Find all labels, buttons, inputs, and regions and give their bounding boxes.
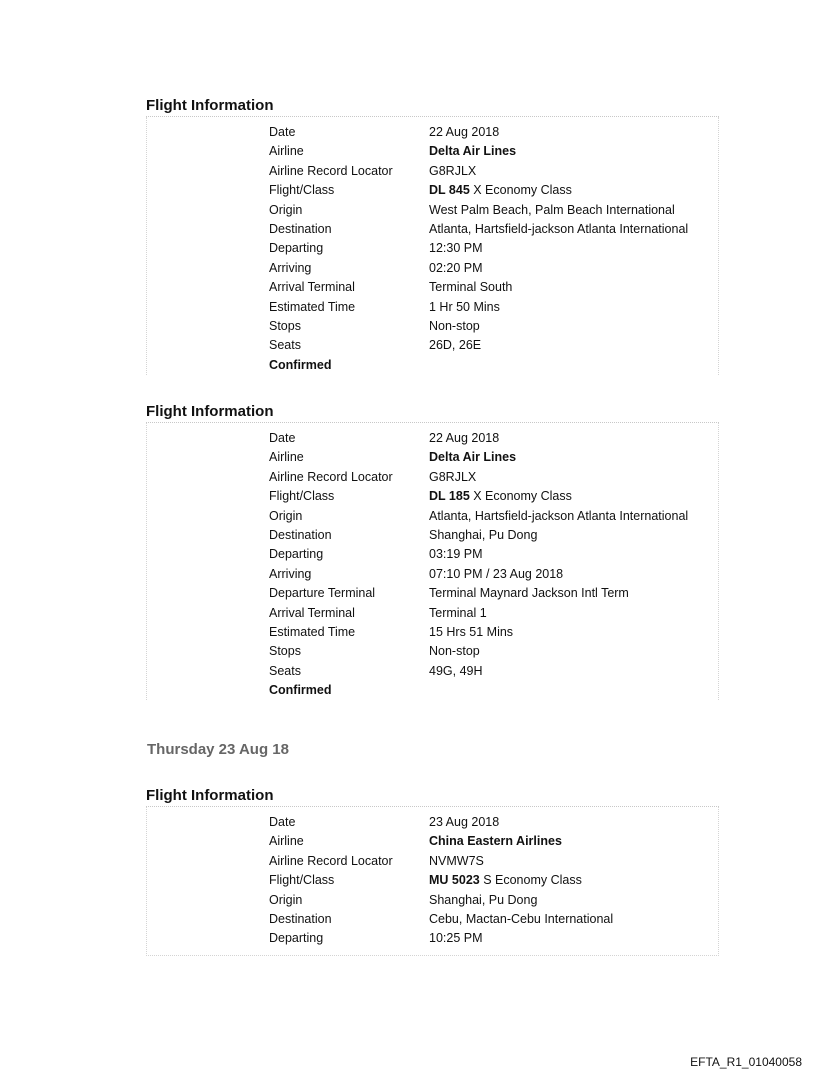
section-title: Flight Information <box>146 402 719 423</box>
airline-name: Delta Air Lines <box>429 450 517 465</box>
booking-status: Confirmed <box>269 357 332 372</box>
detail-value: 22 Aug 2018 <box>429 431 500 445</box>
detail-label: Flight/Class <box>269 183 335 198</box>
detail-label: Date <box>269 815 296 829</box>
detail-label: Stops <box>269 318 301 333</box>
detail-row-date <box>147 813 718 832</box>
detail-value: Non-stop <box>429 318 480 333</box>
detail-row-flight-class <box>147 871 718 890</box>
detail-label: Airline <box>269 834 304 849</box>
detail-row-seats <box>147 662 718 681</box>
flight-details <box>146 423 719 700</box>
detail-label: Seats <box>269 663 301 678</box>
detail-label: Date <box>269 125 296 139</box>
detail-label: Origin <box>269 508 303 523</box>
detail-row-departing <box>147 239 718 258</box>
detail-value: Terminal South <box>429 280 513 295</box>
detail-value: 23 Aug 2018 <box>429 815 500 829</box>
detail-row-arriving <box>147 259 718 278</box>
record-locator: G8RJLX <box>429 163 477 178</box>
detail-row-arrival-terminal <box>147 278 718 297</box>
detail-value: Terminal 1 <box>429 605 487 620</box>
section-title: Flight Information <box>146 786 719 807</box>
detail-row-date <box>147 123 718 142</box>
flight-class-value <box>429 487 572 506</box>
detail-row-destination <box>147 526 718 545</box>
detail-row-destination <box>147 910 718 929</box>
cabin-class: S Economy Class <box>479 873 582 888</box>
detail-value: 26D, 26E <box>429 338 482 353</box>
detail-label: Flight/Class <box>269 489 335 504</box>
detail-row-destination <box>147 220 718 239</box>
detail-value: Cebu, Mactan-Cebu International <box>429 911 614 926</box>
detail-row-flight-class <box>147 487 718 506</box>
detail-label: Flight/Class <box>269 873 335 888</box>
flight-details <box>146 807 719 956</box>
detail-label: Airline <box>269 450 304 465</box>
detail-row-departing <box>147 929 718 948</box>
detail-label: Origin <box>269 892 303 907</box>
detail-row-stops <box>147 642 718 661</box>
detail-value: 22 Aug 2018 <box>429 125 500 139</box>
flight-info-section-1 <box>146 96 719 375</box>
detail-label: Departing <box>269 547 324 562</box>
flight-number: MU 5023 <box>429 873 480 888</box>
detail-label: Arriving <box>269 260 312 275</box>
detail-row-estimated-time <box>147 623 718 642</box>
flight-class-value <box>429 871 582 890</box>
detail-value: Shanghai, Pu Dong <box>429 527 538 542</box>
detail-label: Seats <box>269 338 301 353</box>
detail-value: 03:19 PM <box>429 547 483 562</box>
detail-value: Shanghai, Pu Dong <box>429 892 538 907</box>
detail-value: 1 Hr 50 Mins <box>429 299 500 314</box>
airline-name: China Eastern Airlines <box>429 834 562 849</box>
detail-row-airline <box>147 832 718 851</box>
detail-value: Terminal Maynard Jackson Intl Term <box>429 586 629 601</box>
detail-row-arriving <box>147 565 718 584</box>
detail-label: Departing <box>269 241 324 256</box>
flight-info-section-2 <box>146 402 719 700</box>
detail-row-stops <box>147 317 718 336</box>
detail-value: Atlanta, Hartsfield-jackson Atlanta International <box>429 221 689 236</box>
detail-label: Origin <box>269 202 303 217</box>
detail-row-record-locator <box>147 468 718 487</box>
detail-row-origin <box>147 891 718 910</box>
detail-value: 49G, 49H <box>429 663 483 678</box>
detail-row-arrival-terminal <box>147 604 718 623</box>
detail-value: 12:30 PM <box>429 241 483 256</box>
detail-row-record-locator <box>147 162 718 181</box>
detail-value: 02:20 PM <box>429 260 483 275</box>
detail-label: Date <box>269 431 296 445</box>
detail-row-departure-terminal <box>147 584 718 603</box>
detail-label: Departure Terminal <box>269 586 376 601</box>
detail-row-departing <box>147 545 718 564</box>
flight-details <box>146 117 719 375</box>
detail-value: 07:10 PM / 23 Aug 2018 <box>429 566 564 581</box>
detail-value: Atlanta, Hartsfield-jackson Atlanta International <box>429 508 689 523</box>
document-id: EFTA_R1_01040058 <box>690 1055 802 1069</box>
detail-label: Destination <box>269 221 332 236</box>
detail-label: Estimated Time <box>269 299 356 314</box>
detail-row-airline <box>147 142 718 161</box>
detail-label: Airline <box>269 144 304 159</box>
detail-row-origin <box>147 201 718 220</box>
flight-class-value <box>429 181 572 200</box>
detail-value: 10:25 PM <box>429 931 483 946</box>
detail-label: Departing <box>269 931 324 946</box>
detail-label: Estimated Time <box>269 624 356 639</box>
detail-label: Airline Record Locator <box>269 469 393 484</box>
detail-row-record-locator <box>147 852 718 871</box>
cabin-class: X Economy Class <box>469 183 572 198</box>
detail-label: Arrival Terminal <box>269 280 355 295</box>
section-title: Flight Information <box>146 96 719 117</box>
detail-row-flight-class <box>147 181 718 200</box>
detail-label: Stops <box>269 644 301 659</box>
day-heading: Thursday 23 Aug 18 <box>147 741 289 758</box>
booking-status: Confirmed <box>269 683 332 698</box>
flight-number: DL 185 <box>429 489 470 504</box>
detail-label: Airline Record Locator <box>269 853 393 868</box>
detail-label: Airline Record Locator <box>269 163 393 178</box>
detail-label: Destination <box>269 911 332 926</box>
detail-row-seats <box>147 336 718 355</box>
detail-label: Arriving <box>269 566 312 581</box>
record-locator: G8RJLX <box>429 469 477 484</box>
record-locator: NVMW7S <box>429 853 484 868</box>
detail-label: Destination <box>269 527 332 542</box>
detail-row-date <box>147 429 718 448</box>
detail-label: Arrival Terminal <box>269 605 355 620</box>
flight-info-section-3 <box>146 786 719 956</box>
detail-row-origin <box>147 507 718 526</box>
detail-value: West Palm Beach, Palm Beach International <box>429 202 675 217</box>
detail-row-estimated-time <box>147 298 718 317</box>
cabin-class: X Economy Class <box>469 489 572 504</box>
detail-row-airline <box>147 448 718 467</box>
flight-number: DL 845 <box>429 183 470 198</box>
detail-value: Non-stop <box>429 644 480 659</box>
airline-name: Delta Air Lines <box>429 144 517 159</box>
detail-value: 15 Hrs 51 Mins <box>429 624 514 639</box>
